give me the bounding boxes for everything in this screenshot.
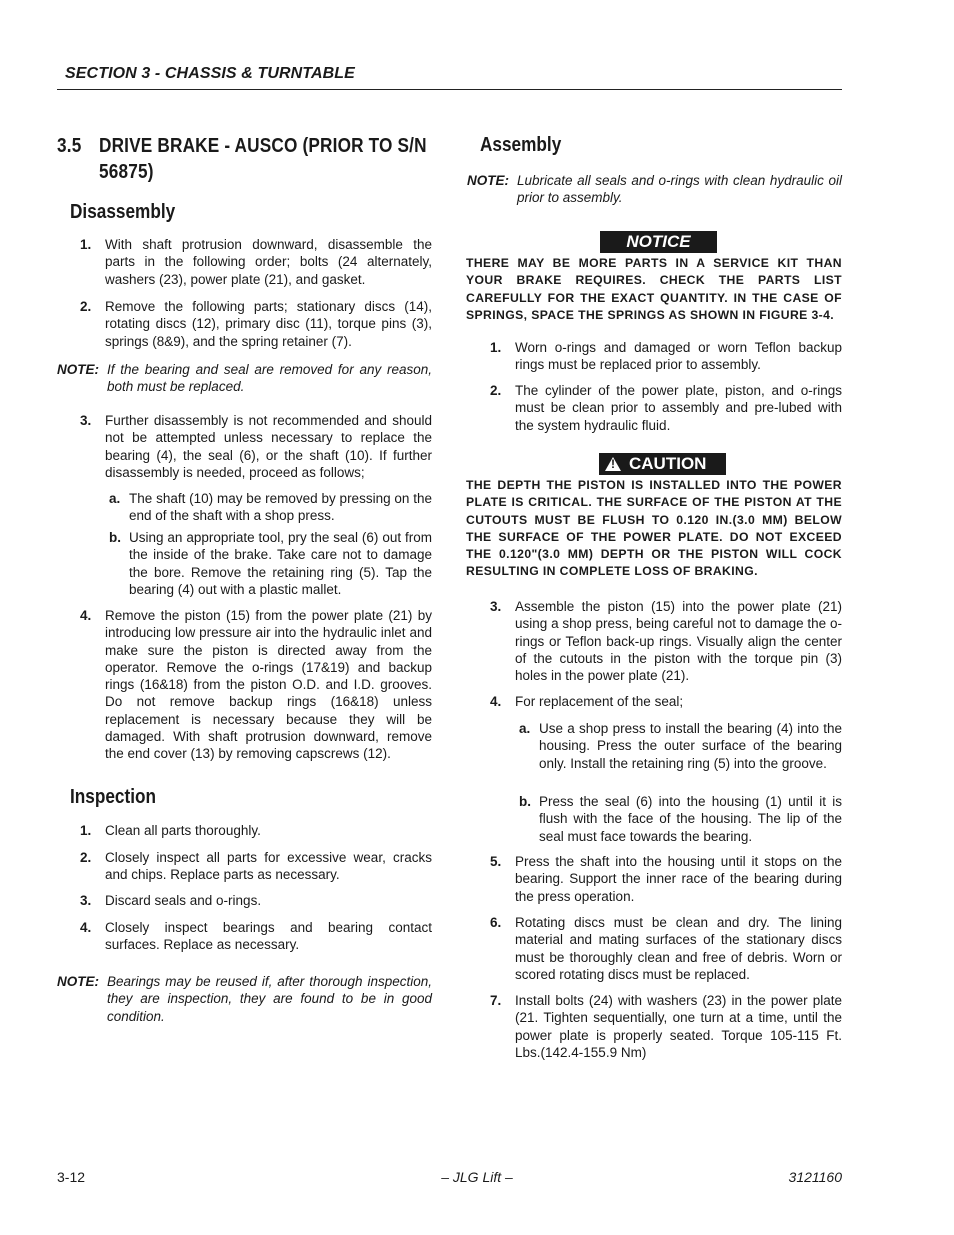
assembly-step-1: Worn o-rings and damaged or worn Teflon backup rings must be replaced prior to assembly. [515,340,842,373]
notice-text: THERE MAY BE MORE PARTS IN A SERVICE KIT THAN YOUR BRAKE REQUIRES. CHECK THE PARTS LIST CAREFULLY FOR THE EXACT QUANTITY. IN THE CASE OF SPRINGS, SPACE THE SPRINGS AS SHOWN IN FIGURE 3-4. [466,256,842,322]
disassembly-step-2: Remove the following parts; stationary discs (14), rotating discs (12), primary disc (11), torque pins (3), springs (8&9), and the spring retainer (7). [105,299,432,349]
section-title-line2: 56875) [99,161,154,183]
note-label: NOTE: [57,974,99,989]
note-label: NOTE: [57,362,99,377]
assembly-step-3: Assemble the piston (15) into the power plate (21) using a shop press, being careful not to damage the o-rings or Teflon back-up rings. Visually align the center of the cutouts in the piston with the torque pin (3) holes in the power plate (21). [515,599,842,684]
inspection-note: Bearings may be reused if, after thorough inspection, they are inspection, they are found to be in good condition. [107,974,432,1024]
step-number: 3. [490,599,502,614]
assembly-step-4: For replacement of the seal; [515,694,684,709]
caution-label: CAUTION [629,454,707,473]
notice-label: NOTICE [600,231,717,253]
step-number: 7. [490,993,502,1008]
footer-brand: – JLG Lift – [441,1169,513,1185]
step-number: 4. [80,608,92,623]
substep-letter: b. [519,794,531,809]
assembly-step-4a: Use a shop press to install the bearing (4) into the housing. Press the outer surface of the bearing only. Install the retaining ring (5) into the groove. [539,721,842,771]
assembly-note: Lubricate all seals and o-rings with clean hydraulic oil prior to assembly. [517,173,842,206]
assembly-step-5: Press the shaft into the housing until it stops on the bearing. Support the inner race of the bearing during the press operation. [515,854,842,904]
step-number: 1. [490,340,502,355]
note-label: NOTE: [467,173,509,188]
section-title-line1: DRIVE BRAKE - AUSCO (PRIOR TO S/N [99,135,427,157]
section-header: SECTION 3 - CHASSIS & TURNTABLE [65,65,355,82]
substep-letter: a. [109,491,121,506]
substep-letter: a. [519,721,531,736]
assembly-step-2: The cylinder of the power plate, piston, and o-rings must be clean prior to assembly and pre-lubed with the system hydraulic fluid. [515,383,842,433]
assembly-step-6: Rotating discs must be clean and dry. The lining material and mating surfaces of the stationary discs must be thoroughly clean and free of debris. Worn or scored rotating discs must be replaced. [515,915,842,982]
header-rule [57,89,842,90]
disassembly-step-4: Remove the piston (15) from the power plate (21) by introducing low pressure air into the hydraulic inlet and make sure the piston is directed away from the operator. Remove the o-rings (17&19) and backup rings (16&18) from the piston O.D. and I.D. grooves. Do not remove backup rings (16&18) unless replacement is necessary because they will be damaged. With shaft protrusion downward, remove the end cover (13) by removing capscrews (12). [105,608,432,762]
caution-text: THE DEPTH THE PISTON IS INSTALLED INTO THE POWER PLATE IS CRITICAL. THE SURFACE OF THE PISTON AT THE CUTOUTS MUST BE FLUSH TO 0.120 IN.(3.0 MM) BELOW THE SURFACE OF THE POWER PLATE. DO NOT EXCEED THE 0.120"(3.0 MM) DEPTH OR THE PISTON WILL COCK RESULTING IN COMPLETE LOSS OF BRAKING. [466,478,842,579]
section-number: 3.5 [57,135,82,157]
assembly-step-4b: Press the seal (6) into the housing (1) until it is flush with the face of the housing. The lip of the seal must face towards the bearing. [539,794,842,844]
document-number: 3121160 [788,1169,842,1185]
caution-label-box [599,453,726,475]
step-number: 1. [80,237,92,252]
disassembly-heading: Disassembly [70,201,176,223]
disassembly-note: If the bearing and seal are removed for any reason, both must be replaced. [107,362,432,395]
step-number: 4. [490,694,502,709]
disassembly-step-1: With shaft protrusion downward, disassemble the parts in the following order; bolts (24 alternately, washers (23), power plate (21), and gasket. [105,237,432,287]
disassembly-step-3a: The shaft (10) may be removed by pressing on the end of the shaft with a shop press. [129,491,432,524]
assembly-step-7: Install bolts (24) with washers (23) in the power plate (21. Tighten sequentially, one turn at a time, until the power plate is properly seated. Torque 105-115 Ft. Lbs.(142.4-155.9 Nm) [515,993,842,1060]
step-number: 4. [80,920,92,935]
step-number: 2. [80,299,92,314]
page-number: 3-12 [57,1169,86,1185]
step-number: 3. [80,413,92,428]
inspection-step-3: Discard seals and o-rings. [105,893,262,908]
inspection-step-1: Clean all parts thoroughly. [105,823,261,838]
exclamation-mark: ! [611,457,615,471]
inspection-step-2: Closely inspect all parts for excessive wear, cracks and chips. Replace parts as necessary. [105,850,432,883]
step-number: 2. [490,383,502,398]
assembly-heading: Assembly [480,134,562,156]
step-number: 2. [80,850,92,865]
inspection-step-4: Closely inspect bearings and bearing contact surfaces. Replace as necessary. [105,920,432,953]
step-number: 5. [490,854,502,869]
step-number: 3. [80,893,92,908]
substep-letter: b. [109,530,121,545]
inspection-heading: Inspection [70,786,157,808]
step-number: 1. [80,823,92,838]
disassembly-step-3: Further disassembly is not recommended and should not be attempted unless necessary to replace the bearing (4), the seal (6), or the shaft (10). If further disassembly is needed, proceed as follows; [105,413,432,480]
disassembly-step-3b: Using an appropriate tool, pry the seal (6) out from the inside of the brake. Take care not to damage the bore. Remove the retaining ring (5). Tap the bearing (4) out with a plastic mallet. [129,530,432,597]
step-number: 6. [490,915,502,930]
